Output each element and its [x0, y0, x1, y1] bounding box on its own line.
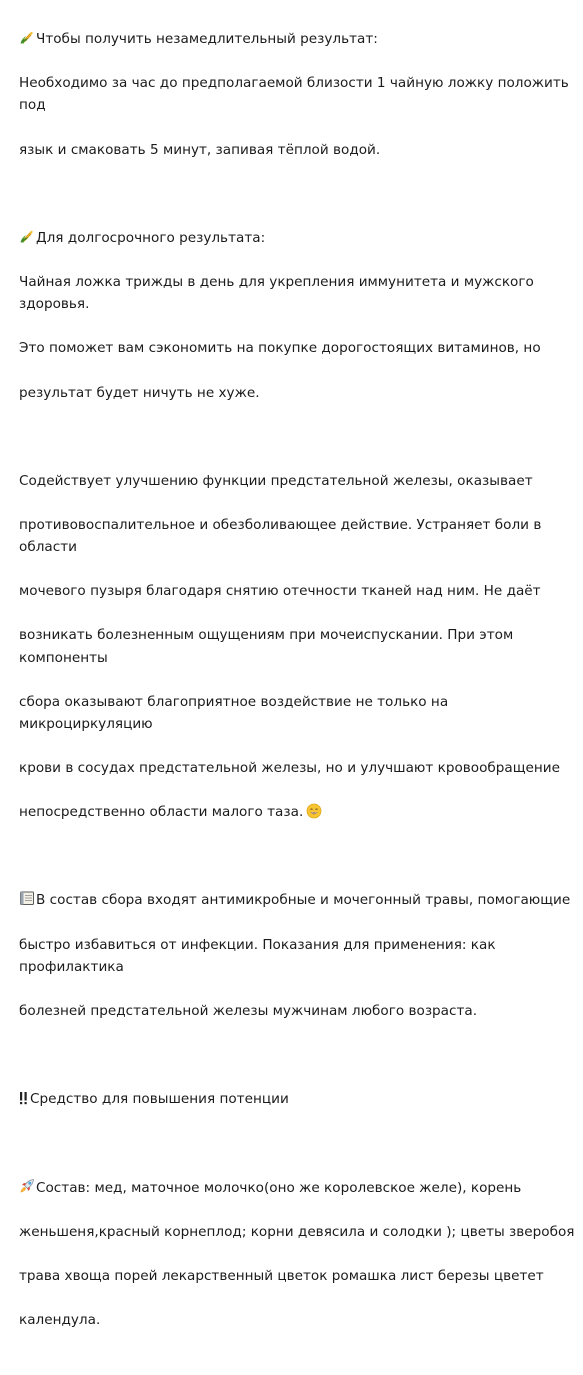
corn-icon	[19, 29, 35, 45]
paragraph-2-line-2: Чайная ложка трижды в день для укрепления иммунитета и мужского здоровья.	[19, 274, 534, 313]
paragraph-2-line-4: результат будет ничуть не хуже.	[19, 384, 260, 401]
paragraph-2-line-3: Это поможет вам сэкономить на покупке дорогостоящих витаминов, но	[19, 340, 541, 357]
paragraph-3-line-6: крови в сосудах предстательной железы, но и улучшают кровообращение	[19, 760, 561, 776]
smile-icon	[306, 803, 322, 819]
paragraph-potency-heading	[19, 1066, 575, 1132]
paragraph-1-line-1: Чтобы получить незамедлительный результат:	[36, 31, 378, 48]
paragraph-6-line-1: Состав: мед, маточное молочко(оно же королевское желе), корень	[36, 1179, 522, 1196]
paragraph-2-line-1: Для долгосрочного результата:	[36, 229, 266, 246]
paragraph-3-line-2: противовоспалительное и обезболивающее действие. Устраняет боли в области	[19, 516, 542, 556]
paragraph-6-line-4: календула.	[19, 1312, 101, 1329]
paragraph-composition-ingredients	[19, 1154, 575, 1353]
double-exclamation-icon	[19, 1091, 29, 1105]
paragraph-prostate-function	[19, 448, 575, 846]
paragraph-4-line-3: болезней предстательной железы мужчинам любого возраста.	[19, 1002, 478, 1019]
paragraph-3-line-1: Содействует улучшению функции предстательной железы, оказывает	[19, 472, 533, 489]
paragraph-composition-antimicrobial	[19, 867, 575, 1044]
paragraph-immediate-result	[19, 6, 575, 183]
paragraph-6-line-3: трава хвоща порей лекарственный цветок ромашка лист березы цветет	[19, 1267, 544, 1284]
paragraph-3-line-4: возникать болезненным ощущениям при мочеиспускании. При этом компоненты	[19, 627, 514, 666]
paragraph-6-line-2: женьшеня,красный корнеплод; корни девясила и солодки ); цветы зверобоя	[19, 1223, 575, 1240]
paragraph-4-line-2: быстро избавиться от инфекции. Показания для применения: как профилактика	[19, 936, 496, 975]
paragraph-1-line-3: язык и смаковать 5 минут, запивая тёплой водой.	[19, 141, 381, 158]
paragraph-3-line-5: сбора оказывают благоприятное воздействие не только на микроциркуляцию	[19, 693, 449, 732]
paragraph-3-line-3: мочевого пузыря благодаря снятию отечности тканей над ним. Не даёт	[19, 583, 541, 600]
paragraph-5-line-1: Средство для повышения потенции	[30, 1091, 289, 1108]
notebook-icon	[19, 890, 35, 906]
rocket-icon	[19, 1178, 35, 1194]
corn-icon	[19, 228, 35, 244]
paragraph-long-term-result	[19, 205, 575, 426]
paragraph-1-line-2: Необходимо за час до предполагаемой близости 1 чайную ложку положить под	[19, 75, 569, 114]
paragraph-4-line-1: В состав сбора входят антимикробные и мочегонный травы, помогающие	[36, 892, 571, 909]
paragraph-3-line-7: непосредственно области малого таза.	[19, 804, 304, 821]
message-body	[19, 6, 575, 1375]
